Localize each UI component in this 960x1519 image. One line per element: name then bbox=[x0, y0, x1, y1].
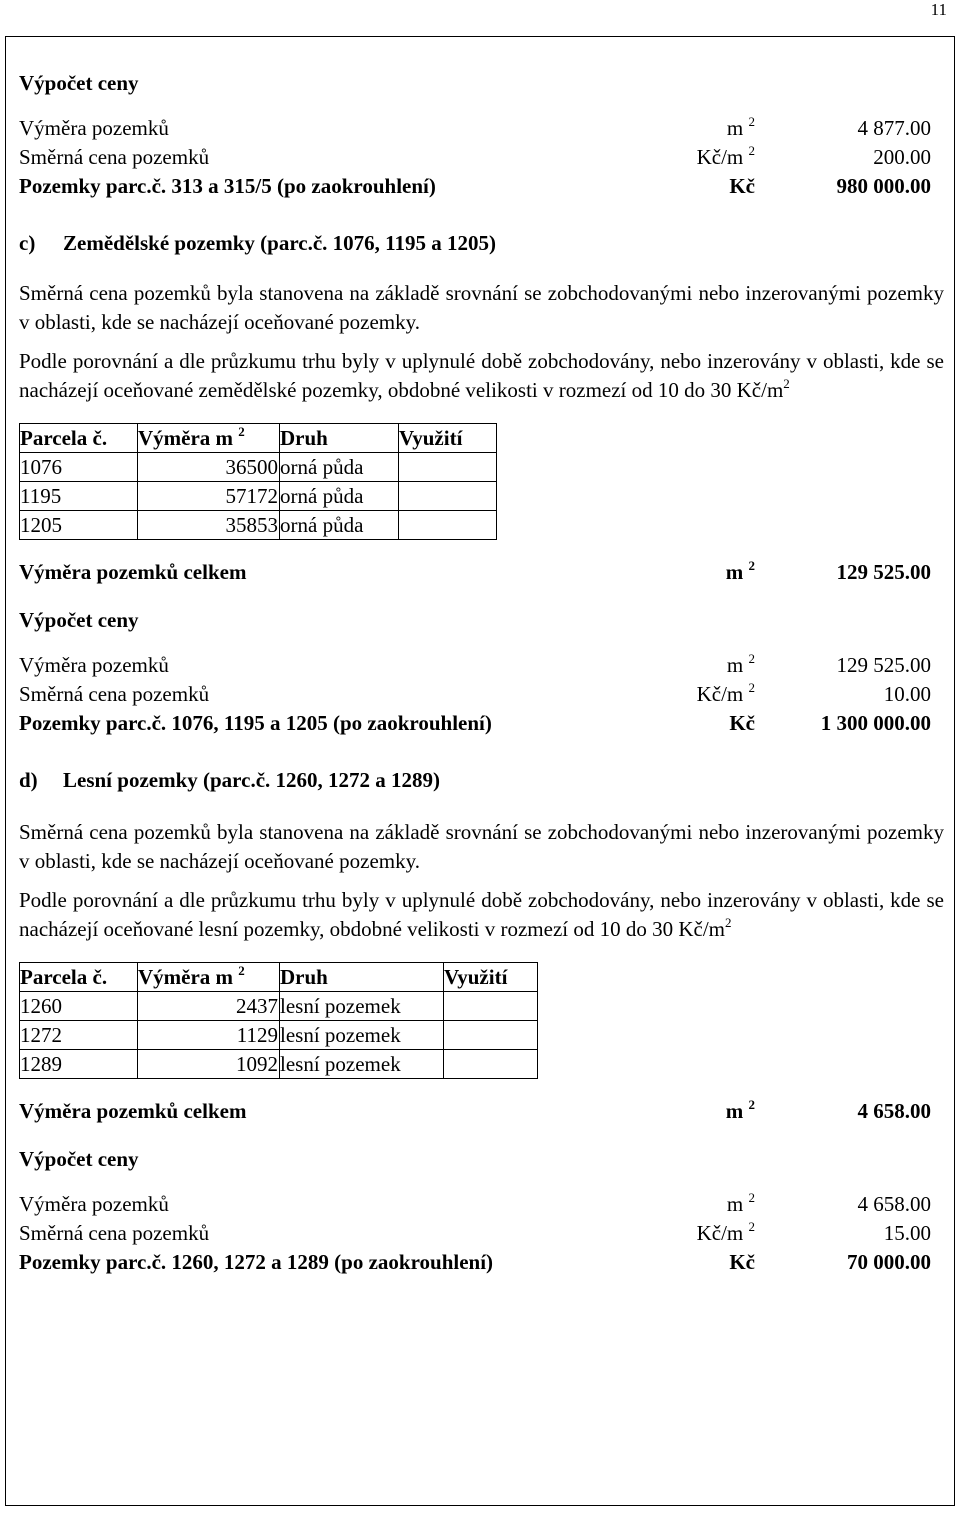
paragraph: Směrná cena pozemků byla stanovena na základě srovnání se zobchodovanými nebo inzerovanými pozemky v oblasti, kde se nacházejí oceňované pozemky. bbox=[19, 281, 944, 334]
section-title: Lesní pozemky (parc.č. 1260, 1272 a 1289) bbox=[63, 768, 441, 792]
table-cell: 1205 bbox=[20, 511, 138, 540]
row-unit: Kč bbox=[729, 174, 755, 198]
superscript: 2 bbox=[748, 143, 755, 158]
calc-row bbox=[19, 172, 944, 201]
row-value: 980 000.00 bbox=[836, 174, 931, 198]
row-label: Výměra pozemků celkem bbox=[19, 560, 247, 584]
row-unit: m $^2$ bbox=[726, 651, 755, 677]
paragraph-text: Podle porovnání a dle průzkumu trhu byly v uplynulé době zobchodovány, nebo inzerovány v oblasti, kde se nacházejí oceňované zemědělské pozemky, obdobné velikosti v rozmezí od 10 do 30 Kč/m bbox=[19, 349, 944, 402]
table-cell: 1260 bbox=[20, 992, 138, 1021]
superscript: 2 bbox=[725, 915, 732, 930]
row-unit: Kč/m $^2$ bbox=[696, 143, 755, 169]
row-value: 15.00 bbox=[883, 1221, 931, 1245]
row-value: 10.00 bbox=[883, 682, 931, 706]
paragraph: Směrná cena pozemků byla stanovena na základě srovnání se zobchodovanými nebo inzerovanými pozemky v oblasti, kde se nacházejí oceňované pozemky. bbox=[19, 820, 944, 873]
table-cell: 35853 bbox=[138, 511, 280, 540]
row-unit: Kč/m $^2$ bbox=[696, 1219, 755, 1245]
paragraph bbox=[19, 347, 944, 405]
row-unit: Kč bbox=[729, 711, 755, 735]
section-heading bbox=[19, 766, 944, 795]
table-cell: 1092 bbox=[138, 1050, 280, 1079]
calc-row bbox=[19, 1219, 944, 1248]
calc-block bbox=[19, 114, 944, 201]
table-cell: lesní pozemek bbox=[280, 1021, 444, 1050]
superscript: 2 bbox=[238, 963, 245, 978]
total-row bbox=[19, 1097, 944, 1126]
superscript: 2 bbox=[783, 376, 790, 391]
table-header-cell: Parcela č. bbox=[20, 963, 138, 992]
document-content bbox=[19, 69, 944, 1277]
table-cell bbox=[399, 453, 497, 482]
superscript: 2 bbox=[748, 558, 755, 573]
total-row bbox=[19, 558, 944, 587]
paragraph bbox=[19, 886, 944, 944]
table-cell: orná půda bbox=[280, 453, 399, 482]
row-unit: Kč bbox=[729, 1250, 755, 1274]
row-label: Výměra pozemků bbox=[19, 653, 169, 677]
row-value: 4 658.00 bbox=[857, 1099, 931, 1123]
section-letter: d) bbox=[19, 768, 38, 792]
row-value: 200.00 bbox=[873, 145, 931, 169]
section-heading bbox=[19, 229, 944, 258]
table-cell: orná půda bbox=[280, 482, 399, 511]
section-letter: c) bbox=[19, 231, 36, 255]
row-label: Pozemky parc.č. 1260, 1272 a 1289 (po zaokrouhlení) bbox=[19, 1250, 494, 1274]
superscript: 2 bbox=[238, 424, 245, 439]
table-header-cell: Druh bbox=[280, 963, 444, 992]
table-row bbox=[20, 1050, 538, 1079]
table-row bbox=[20, 511, 497, 540]
table-header-cell: Využití bbox=[444, 963, 538, 992]
calc-block bbox=[19, 651, 944, 738]
table-cell: 1289 bbox=[20, 1050, 138, 1079]
table-cell: 36500 bbox=[138, 453, 280, 482]
table-cell: 1076 bbox=[20, 453, 138, 482]
calc-row bbox=[19, 709, 944, 738]
row-unit: m $^2$ bbox=[726, 1190, 755, 1216]
table-row bbox=[20, 453, 497, 482]
row-value: 4 877.00 bbox=[857, 116, 931, 140]
superscript: 2 bbox=[748, 651, 755, 666]
row-unit: m $^2$ bbox=[726, 114, 755, 140]
row-label: Pozemky parc.č. 313 a 315/5 (po zaokrouhlení) bbox=[19, 174, 436, 198]
table-cell: 1195 bbox=[20, 482, 138, 511]
table-header-cell: Využití bbox=[399, 424, 497, 453]
row-unit: Kč/m $^2$ bbox=[696, 680, 755, 706]
calc-row bbox=[19, 114, 944, 143]
table-cell: 57172 bbox=[138, 482, 280, 511]
parcel-table bbox=[19, 423, 497, 540]
superscript: 2 bbox=[748, 1219, 755, 1234]
row-unit: m $^2$ bbox=[725, 558, 755, 584]
superscript: 2 bbox=[748, 680, 755, 695]
table-row bbox=[20, 1021, 538, 1050]
calc-block bbox=[19, 1190, 944, 1277]
table-cell: 2437 bbox=[138, 992, 280, 1021]
row-value: 1 300 000.00 bbox=[820, 711, 931, 735]
table-cell: lesní pozemek bbox=[280, 992, 444, 1021]
calc-row bbox=[19, 651, 944, 680]
row-unit: m $^2$ bbox=[725, 1097, 755, 1123]
row-label: Směrná cena pozemků bbox=[19, 682, 210, 706]
calc-title: Výpočet ceny bbox=[19, 1147, 139, 1171]
row-label: Směrná cena pozemků bbox=[19, 1221, 210, 1245]
table-cell: lesní pozemek bbox=[280, 1050, 444, 1079]
table-cell bbox=[444, 1050, 538, 1079]
table-row bbox=[20, 482, 497, 511]
calc-title: Výpočet ceny bbox=[19, 608, 139, 632]
row-label: Výměra pozemků celkem bbox=[19, 1099, 247, 1123]
row-label: Výměra pozemků bbox=[19, 1192, 169, 1216]
row-label: Směrná cena pozemků bbox=[19, 145, 210, 169]
superscript: 2 bbox=[748, 1190, 755, 1205]
row-value: 70 000.00 bbox=[847, 1250, 931, 1274]
table-header-cell: Výměra m $^2$ bbox=[138, 424, 280, 453]
table-cell: 1129 bbox=[138, 1021, 280, 1050]
table-cell: 1272 bbox=[20, 1021, 138, 1050]
table-cell: orná půda bbox=[280, 511, 399, 540]
calc-row bbox=[19, 1190, 944, 1219]
table-cell bbox=[399, 482, 497, 511]
parcel-table bbox=[19, 962, 538, 1079]
calc-row bbox=[19, 1248, 944, 1277]
row-label: Výměra pozemků bbox=[19, 116, 169, 140]
superscript: 2 bbox=[748, 114, 755, 129]
row-value: 4 658.00 bbox=[857, 1192, 931, 1216]
table-header-cell: Parcela č. bbox=[20, 424, 138, 453]
table-row bbox=[20, 992, 538, 1021]
table-header-row bbox=[20, 963, 538, 992]
calc-row bbox=[19, 680, 944, 709]
row-value: 129 525.00 bbox=[836, 653, 931, 677]
section-title: Zemědělské pozemky (parc.č. 1076, 1195 a 1205) bbox=[63, 231, 496, 255]
superscript: 2 bbox=[748, 1097, 755, 1112]
table-cell bbox=[444, 992, 538, 1021]
table-header-cell: Druh bbox=[280, 424, 399, 453]
table-cell bbox=[444, 1021, 538, 1050]
table-cell bbox=[399, 511, 497, 540]
row-value: 129 525.00 bbox=[836, 560, 931, 584]
page-number: 11 bbox=[930, 0, 947, 19]
calc-title: Výpočet ceny bbox=[19, 71, 139, 95]
row-label: Pozemky parc.č. 1076, 1195 a 1205 (po zaokrouhlení) bbox=[19, 711, 492, 735]
calc-row bbox=[19, 143, 944, 172]
table-header-cell: Výměra m $^2$ bbox=[138, 963, 280, 992]
paragraph-text: Podle porovnání a dle průzkumu trhu byly v uplynulé době zobchodovány, nebo inzerovány v oblasti, kde se nacházejí oceňované lesní pozemky, obdobné velikosti v rozmezí od 10 do 30 Kč/m bbox=[19, 888, 944, 941]
table-header-row bbox=[20, 424, 497, 453]
